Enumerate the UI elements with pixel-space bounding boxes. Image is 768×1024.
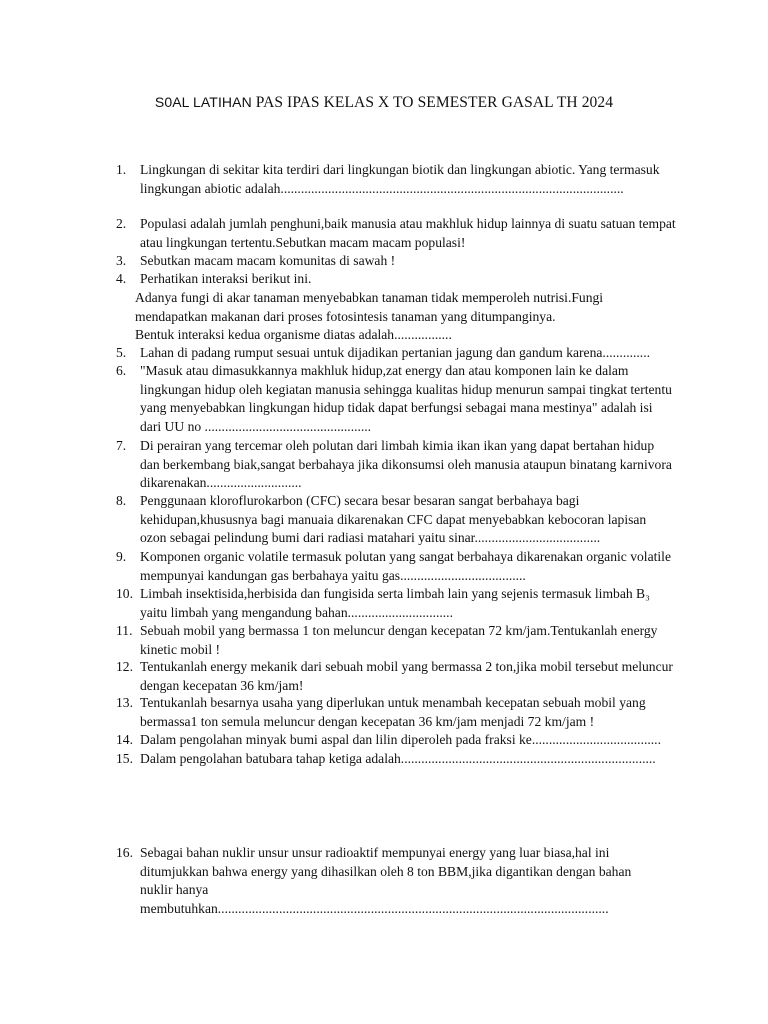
question-item	[116, 585, 676, 622]
q16-continuation: membutuhkan...................................................................................................................	[140, 901, 609, 916]
question-text: Sebutkan macam macam komunitas di sawah !	[140, 253, 396, 268]
question-text: Komponen organic volatile termasuk polutan yang sangat berbahaya dikarenakan organic volatile mempunyai kandungan gas berbahaya yaitu gas.....................................	[140, 549, 671, 583]
question-text: Populasi adalah jumlah penghuni,baik manusia atau makhluk hidup lainnya di suatu satuan tempat atau lingkungan tertentu.Sebutkan macam macam populasi!	[140, 216, 676, 250]
question-text: Penggunaan kloroflurokarbon (CFC) secara besar besaran sangat berbahaya bagi kehidupan,khususnya bagi manuaia dikarenakan CFC dapat menyebabkan kebocoran lapisan ozon sebagai pelindung bumi dari radiasi matahari yaitu sinar.....................................	[140, 493, 647, 545]
question-item	[116, 622, 676, 659]
question-item	[116, 344, 676, 363]
question-text: Dalam pengolahan minyak bumi aspal dan lilin diperoleh pada fraksi ke......................................	[140, 732, 661, 747]
question-number: 14.	[116, 732, 133, 747]
question-item	[116, 270, 676, 289]
question-number: 5.	[116, 345, 127, 360]
page-title-part-2: PAS IPAS KELAS X TO SEMESTER GASAL TH 2024	[251, 94, 614, 111]
question-item	[116, 731, 676, 750]
page-title	[0, 94, 768, 112]
q4-paragraph-2: Bentuk interaksi kedua organisme diatas adalah.................	[135, 327, 452, 342]
question-number: 12.	[116, 659, 133, 674]
question-number: 11.	[116, 623, 133, 638]
question-number: 3.	[116, 253, 127, 268]
question-item	[116, 844, 656, 900]
question-text: Tentukanlah besarnya usaha yang diperlukan untuk menambah kecepatan sebuah mobil yang bermassa1 ton semula meluncur dengan kecepatan 36 km/jam menjadi 72 km/jam !	[140, 695, 646, 729]
question-number: 10.	[116, 586, 133, 601]
question-item	[116, 252, 676, 271]
question-item	[116, 362, 676, 436]
question-text: Tentukanlah energy mekanik dari sebuah mobil yang bermassa 2 ton,jika mobil tersebut meluncur dengan kecepatan 36 km/jam!	[140, 659, 673, 693]
page-title-part-1: S0AL LATIHAN	[154, 94, 252, 110]
question-number: 7.	[116, 438, 127, 453]
question-item	[116, 694, 676, 731]
question-number: 15.	[116, 751, 133, 766]
question-text: Di perairan yang tercemar oleh polutan dari limbah kimia ikan ikan yang dapat bertahan hidup dan berkembang biak,sangat berbahaya jika dikonsumsi oleh manusia ataupun binatang karnivora dikarenakan............................	[140, 438, 672, 490]
question-text: "Masuk atau dimasukkannya makhluk hidup,zat energy dan atau komponen lain ke dalam lingkungan hidup oleh kegiatan manusia sehingga kualitas hidup menurun sampai tingkat tertentu yang menyebabkan lingkungan hidup tidak dapat berfungsi sebagai mana mestinya" adalah isi dari UU no .................................................	[140, 363, 672, 434]
question-number: 6.	[116, 363, 127, 378]
question-text: Lahan di padang rumput sesuai untuk dijadikan pertanian jagung dan gandum karena..............	[140, 345, 651, 360]
question-text: Sebuah mobil yang bermassa 1 ton meluncur dengan kecepatan 72 km/jam.Tentukanlah energy kinetic mobil !	[140, 623, 658, 657]
question-text: Perhatikan interaksi berikut ini.	[140, 271, 312, 286]
question-item	[116, 750, 676, 769]
question-item	[116, 548, 676, 585]
question-number: 1.	[116, 162, 127, 177]
question-number: 13.	[116, 695, 133, 710]
question-text: Limbah insektisida,herbisida dan fungisida serta limbah lain yang sejenis termasuk limbah B₃ yaitu limbah yang mengandung bahan...............................	[140, 586, 650, 620]
question-item	[116, 215, 676, 252]
question-number: 8.	[116, 493, 127, 508]
question-number: 16.	[116, 845, 133, 860]
question-item	[116, 492, 676, 548]
question-item	[116, 658, 676, 695]
question-text: Dalam pengolahan batubara tahap ketiga adalah...........................................................................	[140, 751, 656, 766]
question-item	[116, 437, 676, 493]
question-text: Sebagai bahan nuklir unsur unsur radioaktif mempunyai energy yang luar biasa,hal ini ditumjukkan bahwa energy yang dihasilkan oleh 8 ton BBM,jika digantikan dengan bahan nuklir hanya	[140, 845, 632, 897]
question-text: Lingkungan di sekitar kita terdiri dari lingkungan biotik dan lingkungan abiotic. Yang termasuk lingkungan abiotic adalah.....................................................................................................	[140, 162, 660, 196]
q4-paragraph-1: Adanya fungi di akar tanaman menyebabkan tanaman tidak memperoleh nutrisi.Fungi mendapatkan makanan dari proses fotosintesis tanaman yang ditumpanginya.	[135, 290, 604, 324]
question-number: 2.	[116, 216, 127, 231]
question-number: 9.	[116, 549, 127, 564]
question-item	[116, 161, 676, 198]
question-number: 4.	[116, 271, 127, 286]
